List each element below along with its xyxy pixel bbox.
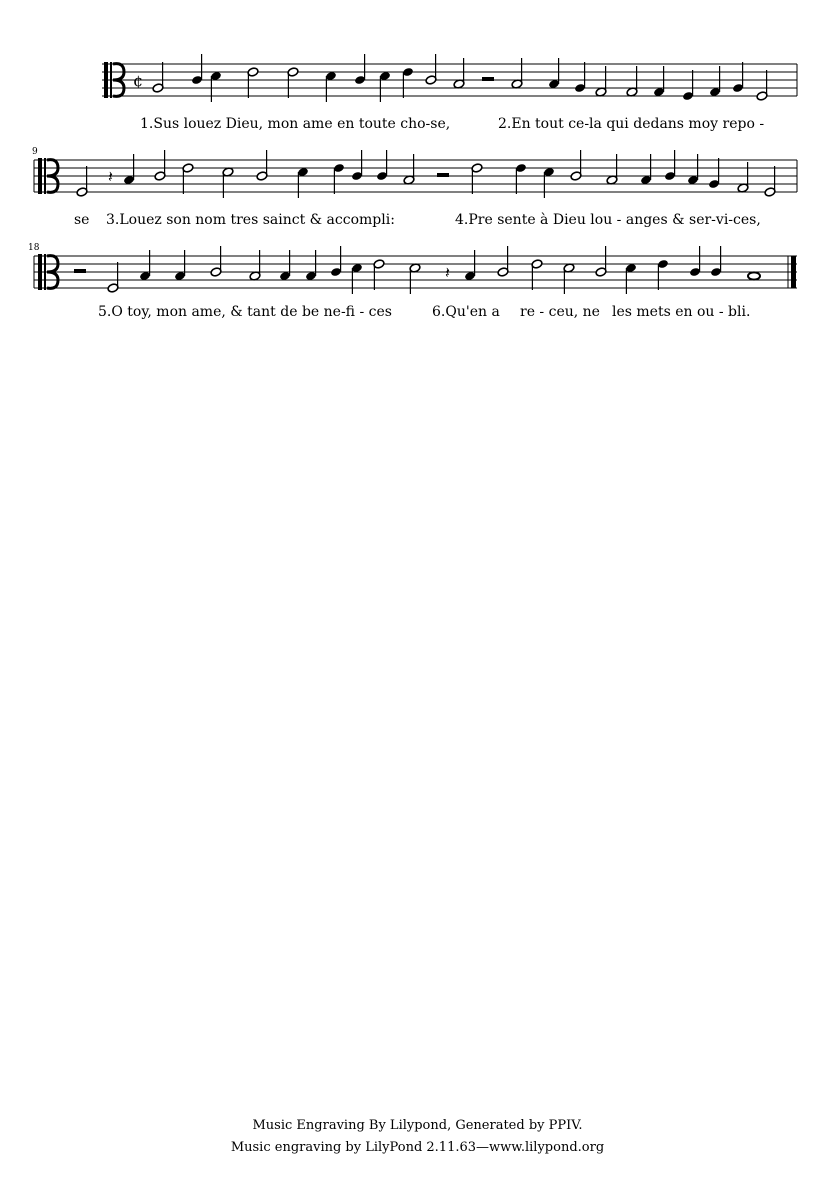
staff-1 xyxy=(0,60,835,110)
quarter-rest-icon: 𝄽 xyxy=(108,167,113,186)
half-rest-icon xyxy=(482,77,494,81)
cut-time-icon: ¢ xyxy=(133,71,144,90)
lyric-1a: 1.Sus louez Dieu, mon ame en toute cho-se, xyxy=(140,116,451,132)
lyric-3b: 6.Qu'en a xyxy=(432,304,500,320)
lyric-2b: 3.Louez son nom tres sainct & accompli: xyxy=(106,212,395,228)
lyric-2c: 4.Pre sente à Dieu lou - anges & ser-vi-ces, xyxy=(455,212,761,228)
notes-row-3 xyxy=(74,246,760,294)
measure-number: 18 xyxy=(28,243,40,253)
half-rest-icon xyxy=(74,269,86,273)
lyric-1b: 2.En tout ce-la qui dedans moy repo - xyxy=(498,116,765,132)
lyric-2a: se xyxy=(74,212,90,228)
staff-3 xyxy=(0,252,835,302)
final-barline xyxy=(791,256,796,288)
half-rest-icon xyxy=(437,173,449,177)
measure-number: 9 xyxy=(32,147,38,157)
note-head xyxy=(748,272,760,279)
notes-row-2 xyxy=(76,150,776,198)
staff-2 xyxy=(0,156,835,206)
lyric-3c: re - ceu, ne xyxy=(520,304,600,320)
quarter-rest-icon: 𝄽 xyxy=(445,263,450,282)
footer-line-2: Music engraving by LilyPond 2.11.63—www.lilypond.org xyxy=(230,1140,605,1155)
lyric-3a: 5.O toy, mon ame, & tant de be ne-fi - ces xyxy=(98,304,392,320)
footer-line-1: Music Engraving By Lilypond, Generated by PPIV. xyxy=(252,1118,583,1133)
lyric-3d: les mets en ou - bli. xyxy=(612,304,751,320)
notes-row-1 xyxy=(152,54,768,102)
